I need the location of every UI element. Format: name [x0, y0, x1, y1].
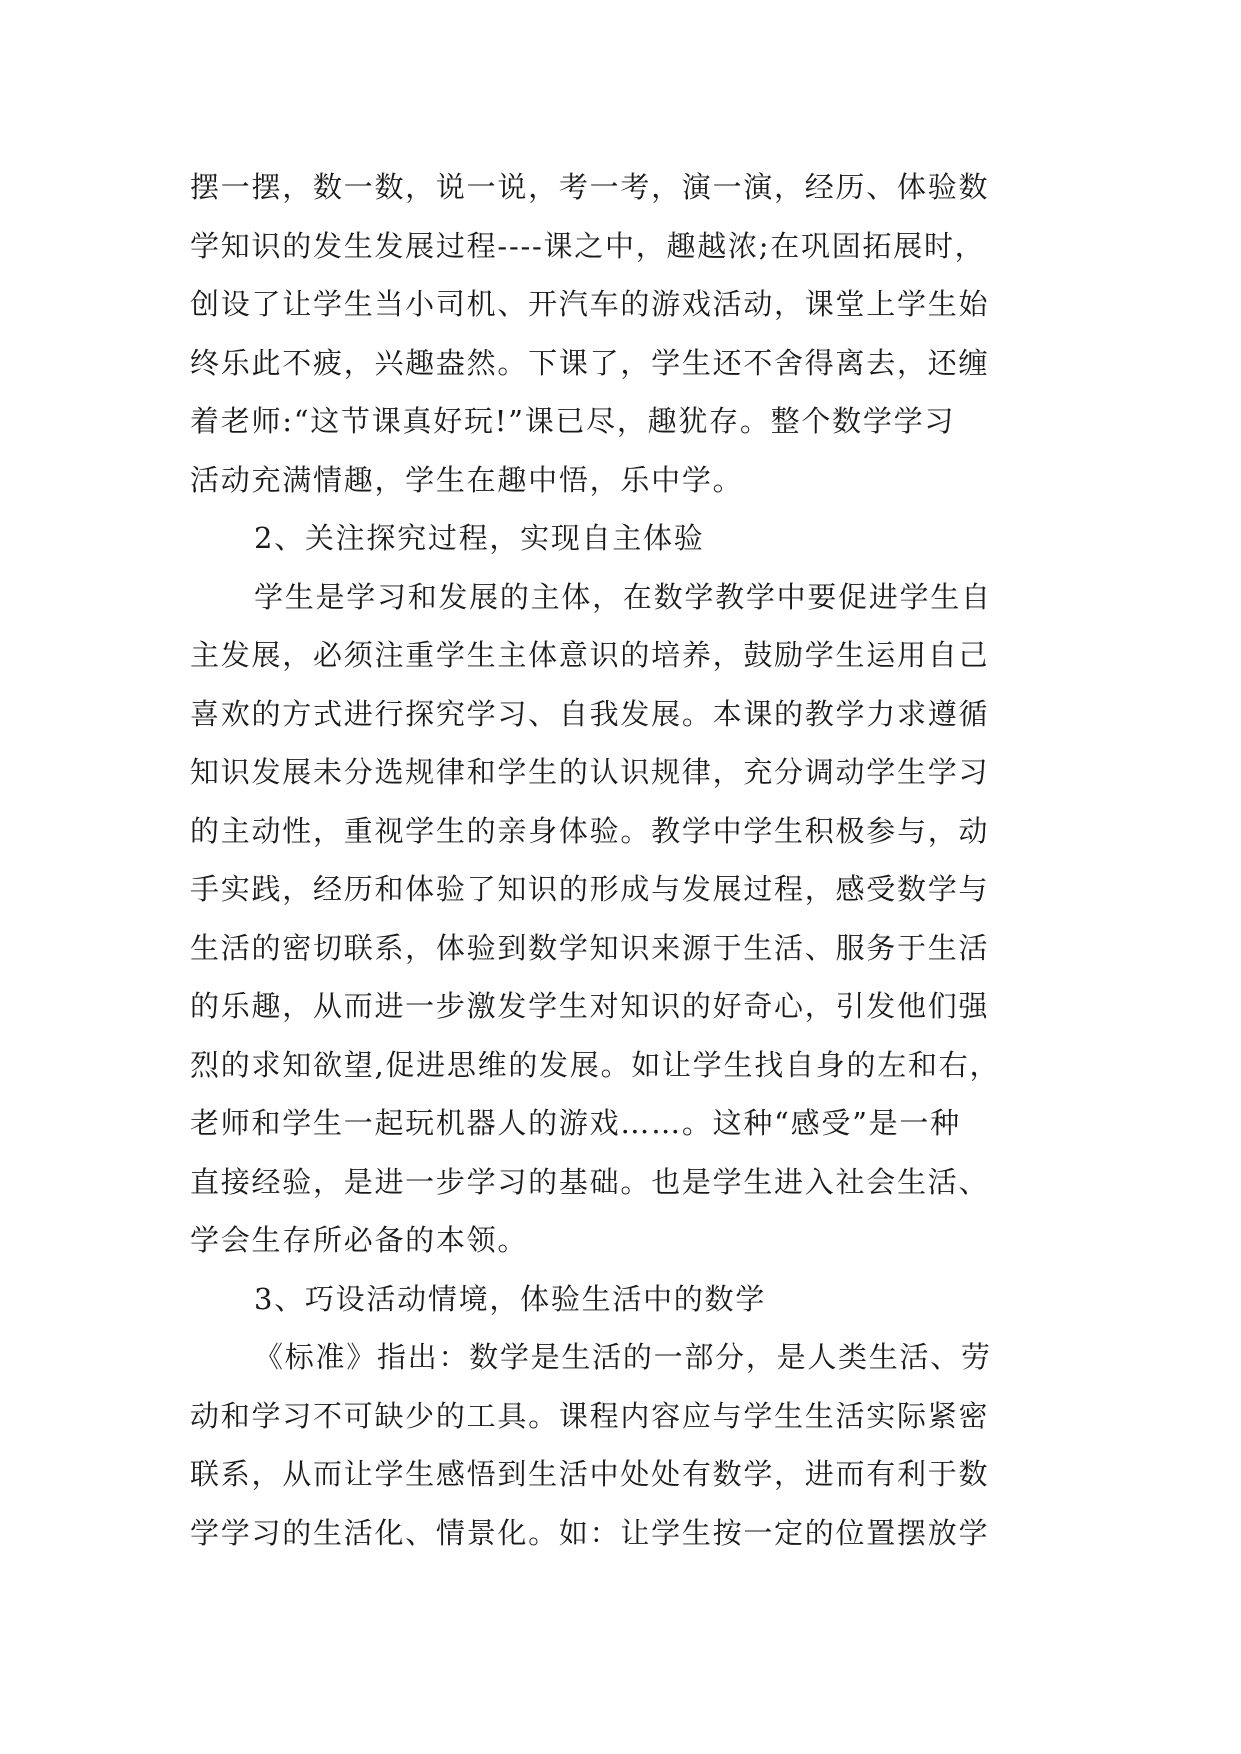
text-line: 学知识的发生发展过程----课之中，趣越浓;在巩固拓展时， — [190, 228, 986, 263]
text-line: 联系，从而让学生感悟到生活中处处有数学，进而有利于数 — [190, 1457, 990, 1491]
paragraph-first-line: 《标准》指出：数学是生活的一部分，是人类生活、劳 — [254, 1340, 992, 1374]
text-line: 创设了让学生当小司机、开汽车的游戏活动，课堂上学生始 — [190, 287, 990, 321]
text-line: 手实践，经历和体验了知识的形成与发展过程，感受数学与 — [190, 872, 990, 906]
document-body — [190, 158, 1070, 1562]
text-line: 知识发展未分选规律和学生的认识规律，充分调动学生学习 — [190, 755, 990, 789]
paragraph-first-line: 学生是学习和发展的主体，在数学教学中要促进学生自 — [254, 579, 992, 614]
text-line: 摆一摆，数一数，说一说，考一考，演一演，经历、体验数 — [190, 170, 990, 204]
text-line: 动和学习不可缺少的工具。课程内容应与学生生活实际紧密 — [190, 1398, 990, 1433]
text-line: 学会生存所必备的本领。 — [190, 1223, 529, 1257]
text-line: 烈的求知欲望,促进思维的发展。如让学生找自身的左和右， — [190, 1047, 1001, 1082]
text-line: 的乐趣，从而进一步激发学生对知识的好奇心，引发他们强 — [190, 989, 990, 1023]
paragraph-first-line: 2、关注探究过程，实现自主体验 — [254, 521, 705, 555]
text-line: 生活的密切联系，体验到数学知识来源于生活、服务于生活 — [190, 930, 990, 965]
text-line: 主发展，必须注重学生主体意识的培养，鼓励学生运用自己 — [190, 638, 990, 672]
paragraph-first-line: 3、巧设活动情境，体验生活中的数学 — [254, 1281, 767, 1316]
text-line: 学学习的生活化、情景化。如：让学生按一定的位置摆放学 — [190, 1515, 990, 1550]
text-line: 的主动性，重视学生的亲身体验。教学中学生积极参与，动 — [190, 813, 990, 848]
text-line: 活动充满情趣，学生在趣中悟，乐中学。 — [190, 462, 744, 497]
text-line: 喜欢的方式进行探究学习、自我发展。本课的教学力求遵循 — [190, 696, 990, 731]
text-line: 直接经验，是进一步学习的基础。也是学生进入社会生活、 — [190, 1164, 990, 1199]
text-line: 着老师:“这节课真好玩!”课已尽，趣犹存。整个数学学习 — [190, 404, 956, 438]
text-line: 终乐此不疲，兴趣盎然。下课了，学生还不舍得离去，还缠 — [190, 345, 990, 380]
text-line: 老师和学生一起玩机器人的游戏……。这种“感受”是一种 — [190, 1106, 961, 1140]
